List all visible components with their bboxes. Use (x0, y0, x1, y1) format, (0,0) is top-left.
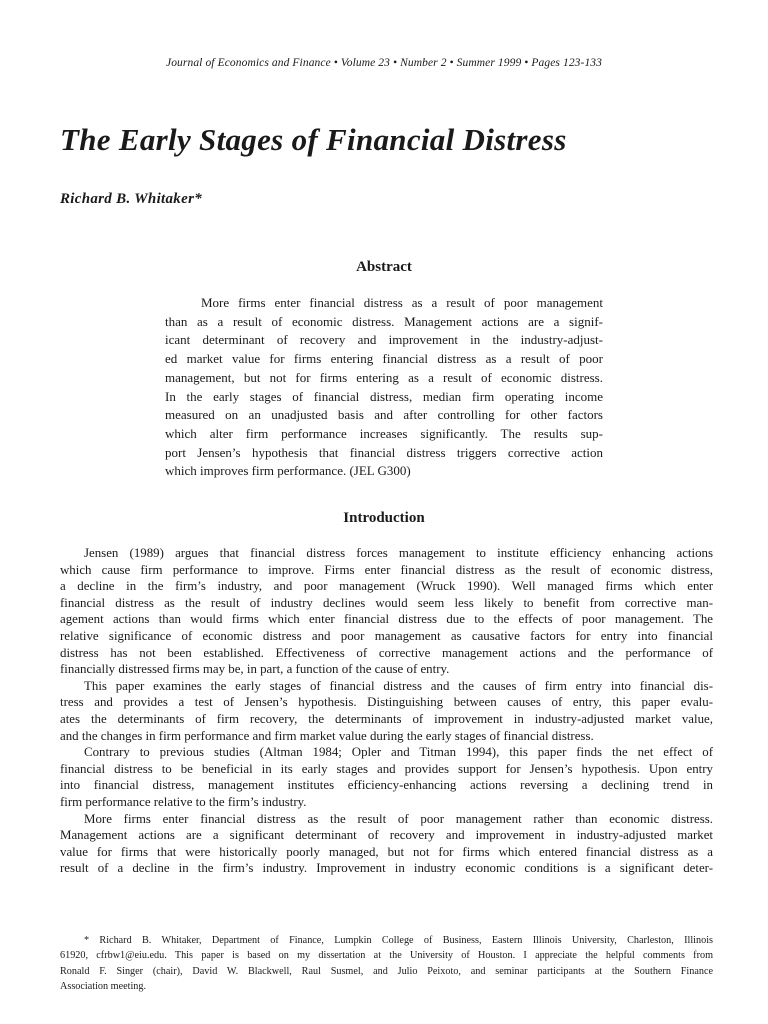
body-line: This paper examines the early stages of financial distress and the causes of firm entry into financial dis- (84, 678, 713, 693)
body-line: firm performance relative to the firm’s industry. (60, 794, 307, 809)
abstract-heading: Abstract (356, 259, 412, 275)
abstract-line: icant determinant of recovery and improvement in the industry-adjust- (165, 332, 603, 348)
body-line: Jensen (1989) argues that financial distress forces management to institute efficiency enhancing actions (84, 546, 713, 560)
abstract-line: More firms enter financial distress as a result of poor management (201, 295, 603, 310)
introduction-body (60, 545, 713, 877)
body-line: Management actions are a significant determinant of recovery and improvement in industry-adjusted market (60, 828, 713, 843)
abstract-line: measured on an unadjusted basis and after controlling for other factors (165, 407, 603, 423)
body-line: a decline in the firm’s industry, and poor management (Wruck 1990). Well managed firms which enter (60, 579, 713, 594)
body-line: tress and provides a test of Jensen’s hypothesis. Distinguishing between causes of entry, this paper evalu- (60, 695, 713, 710)
footnote-line: 61920, cfrbw1@eiu.edu. This paper is based on my dissertation at the University of Houston. I appreciate the helpful comments from (60, 950, 713, 962)
body-line: into financial distress, management institutes efficiency-enhancing actions reversing a declining trend in (60, 778, 713, 793)
body-line: More firms enter financial distress as the result of poor management rather than economic distress. (84, 811, 713, 826)
article-title: The Early Stages of Financial Distress (60, 122, 567, 157)
body-line: financial distress to be beneficial in its early stages and provides support for Jensen’s hypothesis. Upon entry (60, 761, 713, 776)
body-line: result of a decline in the firm’s industry. Improvement in industry economic conditions is a significant deter- (60, 861, 713, 876)
body-line: agement actions than would firms which enter financial distress due to the effects of poor management. The (60, 612, 713, 627)
body-line: distress has not been established. Effectiveness of corrective management actions and the performance of (60, 645, 713, 660)
abstract-line: port Jensen’s hypothesis that financial distress triggers corrective action (165, 444, 603, 460)
body-line: and the changes in firm performance and firm market value during the early stages of financial distress. (60, 728, 594, 743)
body-line: financially distressed firms may be, in part, a function of the cause of entry. (60, 662, 450, 677)
introduction-heading: Introduction (343, 510, 425, 526)
body-line: value for firms that were historically poorly managed, but not for firms which entered financial distress as a (60, 844, 713, 859)
body-line: financial distress as the result of industry declines would seem less likely to benefit from corrective man- (60, 595, 713, 610)
abstract-line: In the early stages of financial distress, median firm operating income (165, 388, 603, 404)
abstract-line: which improves firm performance. (JEL G300) (165, 463, 411, 479)
abstract-line: management, but not for firms entering as a result of economic distress. (165, 369, 603, 385)
abstract-body (165, 294, 603, 481)
body-line: which cause firm performance to improve. Firms enter financial distress as the result of economic distress, (60, 562, 713, 577)
footnote-line: Association meeting. (60, 980, 147, 992)
author-name: Richard B. Whitaker* (60, 191, 203, 207)
abstract-line: which alter firm performance increases significantly. The results sup- (165, 425, 603, 441)
body-line: relative significance of economic distress and poor management as causative factors for entry into financial (60, 628, 713, 643)
footnote-line: Ronald F. Singer (chair), David W. Blackwell, Raul Susmel, and Julio Peixoto, and seminar participants at the Southern Finance (60, 965, 713, 977)
footnote-line: * Richard B. Whitaker, Department of Finance, Lumpkin College of Business, Eastern Illinois University, Charleston, Illinois (84, 935, 713, 946)
abstract-line: ed market value for firms entering financial distress as a result of poor (165, 351, 603, 367)
abstract-line: than as a result of economic distress. Management actions are a signif- (165, 313, 603, 329)
author-footnote (60, 933, 713, 994)
running-head: Journal of Economics and Finance • Volume 23 • Number 2 • Summer 1999 • Pages 123-133 (166, 57, 602, 69)
body-line: Contrary to previous studies (Altman 1984; Opler and Titman 1994), this paper finds the net effect of (84, 745, 713, 760)
body-line: ates the determinants of firm recovery, the determinants of improvement in industry-adjusted market value, (60, 711, 713, 726)
